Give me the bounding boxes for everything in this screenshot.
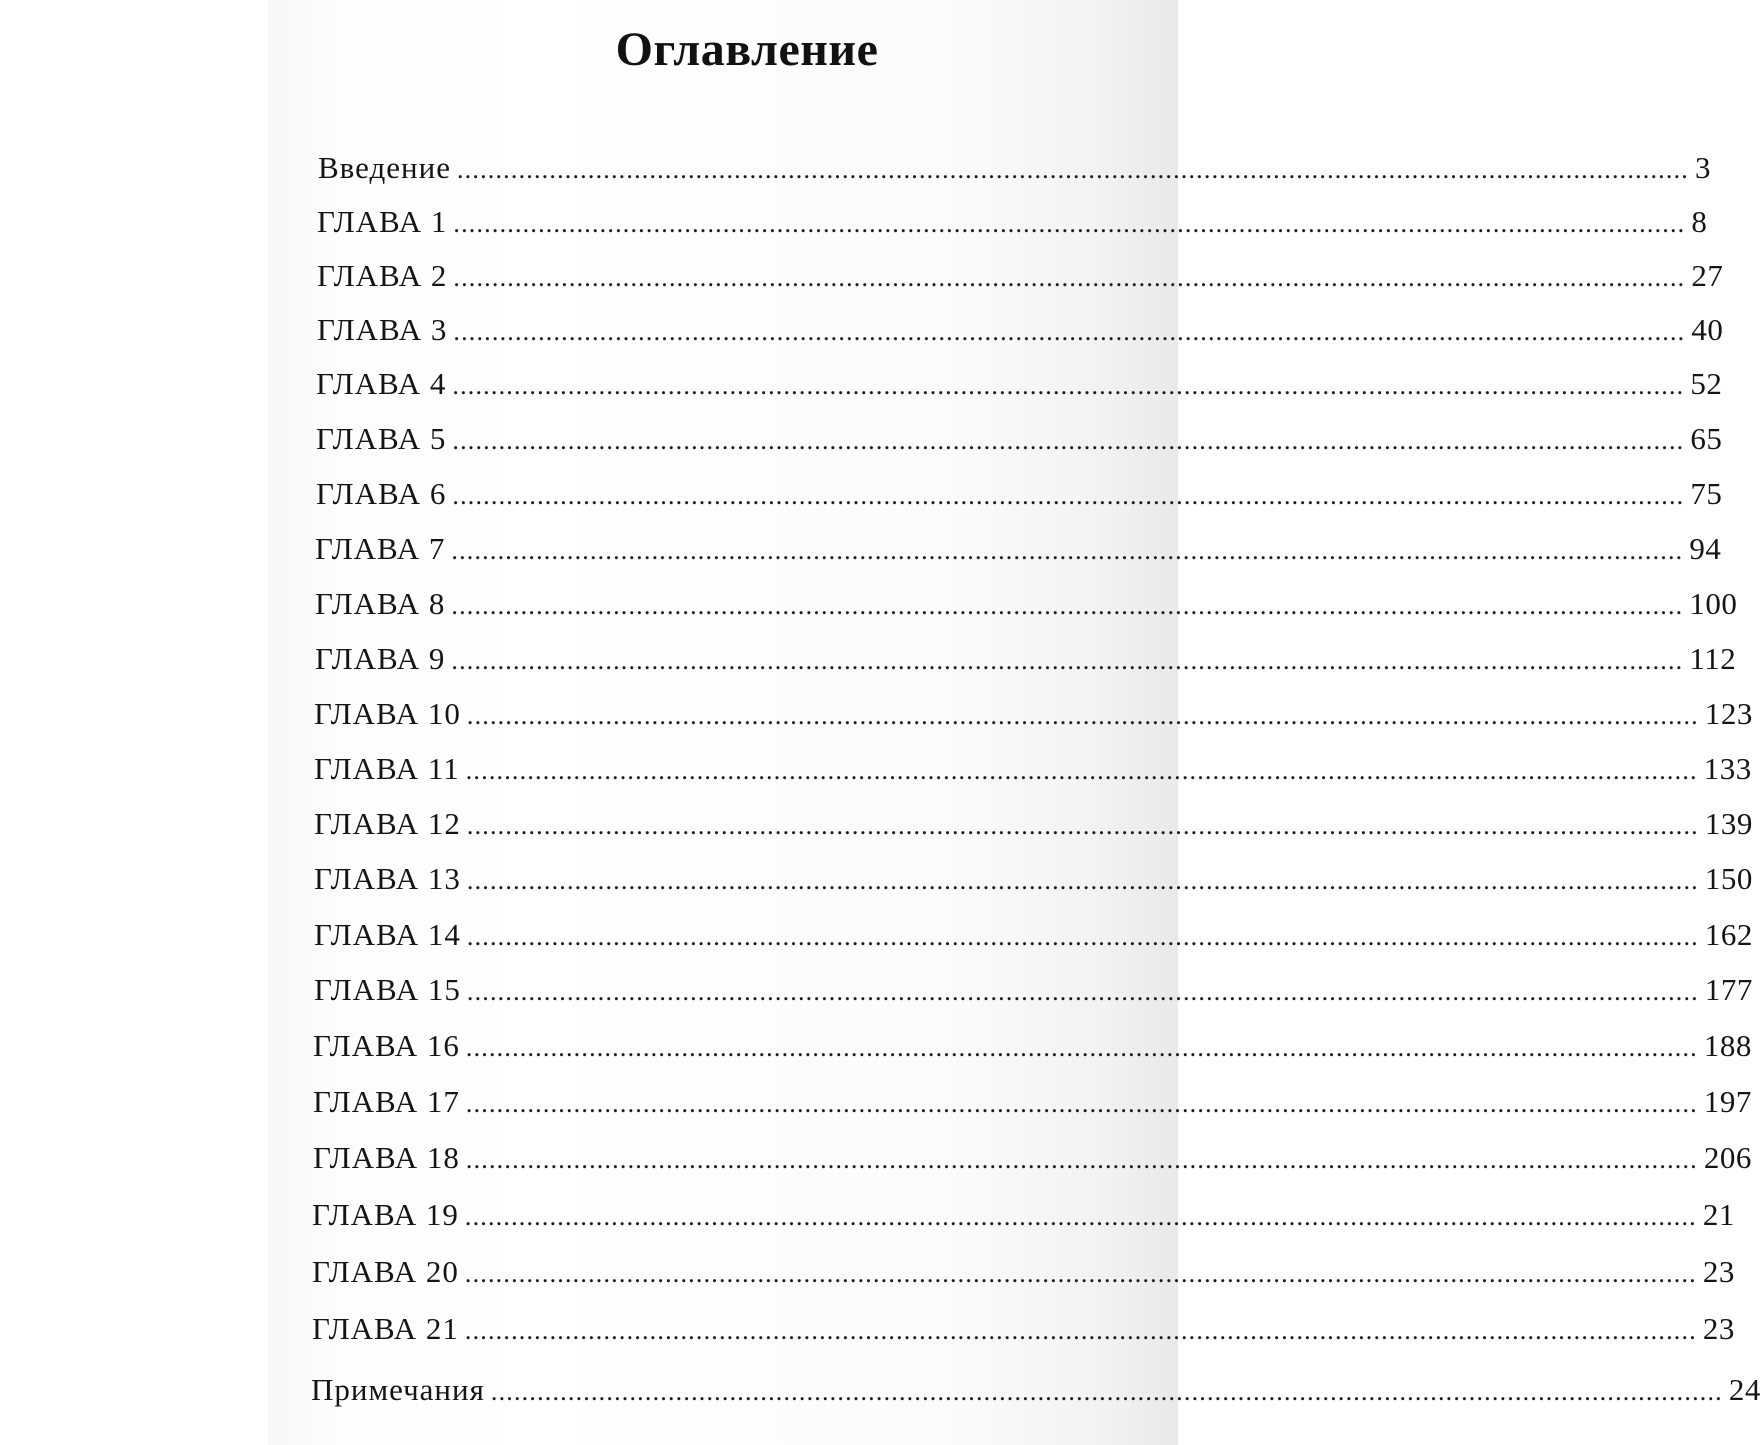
toc-entry-label: ГЛАВА 9 bbox=[315, 641, 446, 676]
toc-entry-label: ГЛАВА 17 bbox=[313, 1084, 460, 1119]
toc-entry-page-number: 75 bbox=[1690, 476, 1723, 511]
toc-leader-dots: ................................................................................................................................................................ bbox=[466, 977, 1699, 1006]
toc-leader-dots: ................................................................................................................................................................ bbox=[453, 317, 1686, 346]
toc-leader-dots: ................................................................................................................................................................ bbox=[452, 371, 1685, 400]
toc-entry-page-number: 23 bbox=[1702, 1311, 1735, 1346]
toc-entry-page-number: 133 bbox=[1703, 751, 1752, 786]
toc-leader-dots: ................................................................................................................................................................ bbox=[466, 811, 1699, 840]
toc-entry bbox=[317, 258, 1724, 294]
toc-entry-page-number: 100 bbox=[1689, 586, 1738, 621]
toc-entry-page-number: 188 bbox=[1703, 1028, 1752, 1063]
toc-entry bbox=[314, 696, 1753, 732]
toc-entry-label: ГЛАВА 15 bbox=[314, 972, 461, 1007]
toc-entry-page-number: 52 bbox=[1690, 366, 1723, 401]
toc-entry-label: ГЛАВА 7 bbox=[315, 531, 446, 566]
toc-entry-label: ГЛАВА 19 bbox=[312, 1197, 459, 1232]
toc-entry-label: ГЛАВА 18 bbox=[313, 1140, 460, 1175]
toc-entry-label: Примечания bbox=[311, 1372, 485, 1407]
toc-entry-page-number: 150 bbox=[1704, 861, 1753, 896]
toc-entry-page-number: 197 bbox=[1703, 1084, 1752, 1119]
toc-leader-dots: ................................................................................................................................................................ bbox=[466, 701, 1699, 730]
toc-entry bbox=[315, 641, 1737, 677]
toc-entry bbox=[311, 1372, 1761, 1408]
toc-leader-dots: ................................................................................................................................................................ bbox=[465, 1145, 1698, 1174]
toc-entry bbox=[316, 366, 1723, 402]
toc-entry-page-number: 177 bbox=[1704, 972, 1753, 1007]
toc-entry-label: ГЛАВА 14 bbox=[314, 917, 461, 952]
toc-entry-label: ГЛАВА 11 bbox=[314, 751, 460, 786]
toc-leader-dots: ................................................................................................................................................................ bbox=[464, 1259, 1697, 1288]
toc-leader-dots: ................................................................................................................................................................ bbox=[453, 263, 1686, 292]
toc-entry-page-number: 94 bbox=[1689, 531, 1722, 566]
toc-entry-page-number: 139 bbox=[1704, 806, 1753, 841]
toc-entry-label: ГЛАВА 16 bbox=[313, 1028, 460, 1063]
toc-entry bbox=[313, 1084, 1752, 1120]
toc-entry-label: ГЛАВА 8 bbox=[315, 586, 446, 621]
toc-entry-label: ГЛАВА 2 bbox=[317, 258, 448, 293]
toc-leader-dots: ................................................................................................................................................................ bbox=[451, 591, 1684, 620]
toc-entry-label: ГЛАВА 1 bbox=[317, 204, 448, 239]
table-of-contents bbox=[268, 0, 1761, 1445]
toc-leader-dots: ................................................................................................................................................................ bbox=[453, 209, 1686, 238]
toc-entry-label: ГЛАВА 6 bbox=[316, 476, 447, 511]
toc-entry-label: ГЛАВА 21 bbox=[312, 1311, 459, 1346]
book-page bbox=[268, 0, 1761, 1445]
toc-entry-page-number: 24 bbox=[1728, 1372, 1761, 1407]
toc-leader-dots: ................................................................................................................................................................ bbox=[465, 1033, 1698, 1062]
toc-entry-label: Введение bbox=[318, 150, 451, 185]
toc-entry bbox=[314, 751, 1752, 787]
toc-entry-page-number: 162 bbox=[1704, 917, 1753, 952]
toc-leader-dots: ................................................................................................................................................................ bbox=[465, 756, 1698, 785]
toc-leader-dots: ................................................................................................................................................................ bbox=[466, 866, 1699, 895]
toc-entry bbox=[314, 917, 1753, 953]
toc-entry bbox=[316, 421, 1723, 457]
toc-entry-page-number: 40 bbox=[1691, 312, 1724, 347]
toc-entry-label: ГЛАВА 10 bbox=[314, 696, 461, 731]
toc-entry bbox=[317, 204, 1708, 240]
toc-entry bbox=[316, 476, 1723, 512]
toc-entry-page-number: 21 bbox=[1702, 1197, 1735, 1232]
toc-entry bbox=[314, 806, 1753, 842]
toc-leader-dots: ................................................................................................................................................................ bbox=[466, 922, 1699, 951]
toc-leader-dots: ................................................................................................................................................................ bbox=[464, 1316, 1697, 1345]
toc-entry bbox=[312, 1254, 1735, 1290]
toc-entry bbox=[313, 1028, 1752, 1064]
toc-leader-dots: ................................................................................................................................................................ bbox=[452, 481, 1685, 510]
toc-entry bbox=[313, 1140, 1752, 1176]
toc-entry bbox=[315, 586, 1738, 622]
toc-entry bbox=[318, 150, 1711, 186]
toc-leader-dots: ................................................................................................................................................................ bbox=[464, 1202, 1697, 1231]
toc-entry-label: ГЛАВА 20 bbox=[312, 1254, 459, 1289]
toc-entry-label: ГЛАВА 5 bbox=[316, 421, 447, 456]
toc-entry-page-number: 112 bbox=[1689, 641, 1737, 676]
page-title: Оглавление bbox=[615, 23, 879, 76]
toc-entry-label: ГЛАВА 13 bbox=[314, 861, 461, 896]
toc-entry-page-number: 23 bbox=[1702, 1254, 1735, 1289]
toc-entry-page-number: 3 bbox=[1694, 150, 1711, 185]
toc-leader-dots: ................................................................................................................................................................ bbox=[465, 1089, 1698, 1118]
toc-entry-page-number: 206 bbox=[1703, 1140, 1752, 1175]
toc-entry bbox=[314, 972, 1753, 1008]
toc-entry bbox=[314, 861, 1753, 897]
toc-leader-dots: ................................................................................................................................................................ bbox=[452, 426, 1685, 455]
toc-entry-page-number: 8 bbox=[1691, 204, 1708, 239]
toc-entry bbox=[317, 312, 1724, 348]
toc-entry-page-number: 27 bbox=[1691, 258, 1724, 293]
toc-entry-label: ГЛАВА 12 bbox=[314, 806, 461, 841]
toc-entry-label: ГЛАВА 4 bbox=[316, 366, 447, 401]
toc-leader-dots: ................................................................................................................................................................ bbox=[456, 155, 1689, 184]
toc-entry-page-number: 123 bbox=[1704, 696, 1753, 731]
toc-entry bbox=[312, 1197, 1735, 1233]
toc-leader-dots: ................................................................................................................................................................ bbox=[451, 646, 1684, 675]
toc-leader-dots: ................................................................................................................................................................ bbox=[451, 536, 1684, 565]
toc-entry bbox=[312, 1311, 1735, 1347]
toc-entry-page-number: 65 bbox=[1690, 421, 1723, 456]
toc-leader-dots: ................................................................................................................................................................ bbox=[490, 1377, 1723, 1406]
toc-entry bbox=[315, 531, 1722, 567]
toc-entry-label: ГЛАВА 3 bbox=[317, 312, 448, 347]
